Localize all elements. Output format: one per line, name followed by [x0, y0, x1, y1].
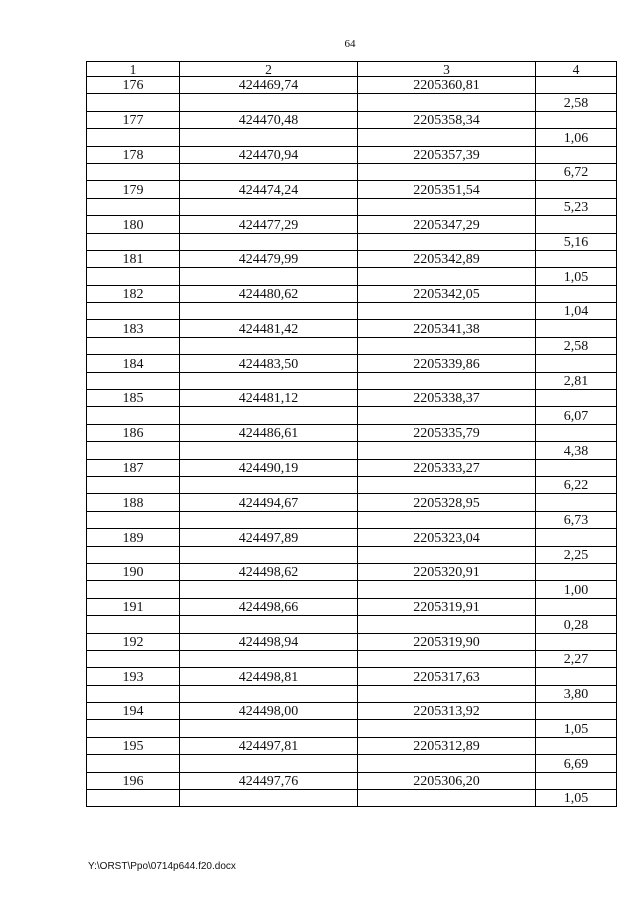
empty-cell	[358, 616, 536, 633]
empty-cell	[358, 268, 536, 285]
x-coordinate-cell: 424480,62	[180, 285, 358, 302]
empty-cell	[358, 790, 536, 807]
empty-cell	[358, 685, 536, 702]
empty-cell	[536, 563, 617, 580]
x-coordinate-cell: 424498,94	[180, 633, 358, 650]
empty-cell	[536, 250, 617, 267]
empty-cell	[358, 546, 536, 563]
empty-cell	[180, 755, 358, 772]
empty-cell	[358, 720, 536, 737]
column-header: 2	[180, 62, 358, 77]
x-coordinate-cell: 424498,66	[180, 598, 358, 615]
empty-cell	[180, 616, 358, 633]
x-coordinate-cell: 424469,74	[180, 77, 358, 94]
table-row-point	[87, 529, 617, 546]
y-coordinate-cell: 2205335,79	[358, 424, 536, 441]
table-row-point	[87, 216, 617, 233]
x-coordinate-cell: 424497,76	[180, 772, 358, 789]
empty-cell	[87, 233, 180, 250]
empty-cell	[180, 685, 358, 702]
y-coordinate-cell: 2205313,92	[358, 703, 536, 720]
point-number-cell: 184	[87, 355, 180, 372]
table-row-point	[87, 355, 617, 372]
y-coordinate-cell: 2205312,89	[358, 737, 536, 754]
table-row-distance	[87, 163, 617, 180]
distance-cell: 1,04	[536, 303, 617, 320]
y-coordinate-cell: 2205319,91	[358, 598, 536, 615]
y-coordinate-cell: 2205333,27	[358, 459, 536, 476]
distance-cell: 1,06	[536, 129, 617, 146]
empty-cell	[536, 111, 617, 128]
table-row-point	[87, 633, 617, 650]
point-number-cell: 185	[87, 390, 180, 407]
point-number-cell: 186	[87, 424, 180, 441]
empty-cell	[180, 163, 358, 180]
empty-cell	[87, 94, 180, 111]
distance-cell: 1,05	[536, 720, 617, 737]
empty-cell	[536, 737, 617, 754]
x-coordinate-cell: 424498,00	[180, 703, 358, 720]
empty-cell	[87, 546, 180, 563]
empty-cell	[87, 476, 180, 493]
empty-cell	[536, 77, 617, 94]
empty-cell	[180, 790, 358, 807]
distance-cell: 2,25	[536, 546, 617, 563]
empty-cell	[536, 529, 617, 546]
x-coordinate-cell: 424498,81	[180, 668, 358, 685]
point-number-cell: 195	[87, 737, 180, 754]
coordinates-table	[86, 61, 617, 807]
point-number-cell: 194	[87, 703, 180, 720]
empty-cell	[87, 163, 180, 180]
empty-cell	[536, 355, 617, 372]
empty-cell	[536, 703, 617, 720]
empty-cell	[87, 442, 180, 459]
empty-cell	[358, 650, 536, 667]
distance-cell: 1,05	[536, 790, 617, 807]
table-row-point	[87, 424, 617, 441]
point-number-cell: 177	[87, 111, 180, 128]
y-coordinate-cell: 2205328,95	[358, 494, 536, 511]
empty-cell	[536, 633, 617, 650]
y-coordinate-cell: 2205341,38	[358, 320, 536, 337]
empty-cell	[358, 233, 536, 250]
empty-cell	[180, 337, 358, 354]
empty-cell	[536, 668, 617, 685]
empty-cell	[358, 303, 536, 320]
empty-cell	[536, 772, 617, 789]
distance-cell: 5,23	[536, 198, 617, 215]
empty-cell	[180, 233, 358, 250]
empty-cell	[536, 216, 617, 233]
table-row-point	[87, 320, 617, 337]
table-row-distance	[87, 511, 617, 528]
x-coordinate-cell: 424470,94	[180, 146, 358, 163]
distance-cell: 1,00	[536, 581, 617, 598]
column-header: 3	[358, 62, 536, 77]
table-header-row	[87, 62, 617, 77]
empty-cell	[358, 129, 536, 146]
empty-cell	[87, 198, 180, 215]
empty-cell	[536, 390, 617, 407]
empty-cell	[536, 598, 617, 615]
distance-cell: 3,80	[536, 685, 617, 702]
table-row-distance	[87, 616, 617, 633]
point-number-cell: 193	[87, 668, 180, 685]
empty-cell	[180, 546, 358, 563]
empty-cell	[536, 181, 617, 198]
empty-cell	[536, 320, 617, 337]
column-header: 4	[536, 62, 617, 77]
table-row-distance	[87, 268, 617, 285]
distance-cell: 1,05	[536, 268, 617, 285]
distance-cell: 2,58	[536, 337, 617, 354]
point-number-cell: 181	[87, 250, 180, 267]
empty-cell	[536, 424, 617, 441]
point-number-cell: 182	[87, 285, 180, 302]
table-row-distance	[87, 198, 617, 215]
y-coordinate-cell: 2205317,63	[358, 668, 536, 685]
empty-cell	[87, 129, 180, 146]
distance-cell: 0,28	[536, 616, 617, 633]
empty-cell	[180, 94, 358, 111]
table-row-distance	[87, 650, 617, 667]
empty-cell	[180, 442, 358, 459]
empty-cell	[180, 581, 358, 598]
distance-cell: 6,22	[536, 476, 617, 493]
point-number-cell: 188	[87, 494, 180, 511]
distance-cell: 5,16	[536, 233, 617, 250]
empty-cell	[180, 650, 358, 667]
y-coordinate-cell: 2205342,89	[358, 250, 536, 267]
empty-cell	[87, 372, 180, 389]
empty-cell	[536, 285, 617, 302]
empty-cell	[536, 459, 617, 476]
empty-cell	[87, 650, 180, 667]
empty-cell	[180, 303, 358, 320]
x-coordinate-cell: 424474,24	[180, 181, 358, 198]
table-row-point	[87, 250, 617, 267]
empty-cell	[358, 755, 536, 772]
table-row-distance	[87, 94, 617, 111]
empty-cell	[87, 685, 180, 702]
y-coordinate-cell: 2205358,34	[358, 111, 536, 128]
empty-cell	[180, 511, 358, 528]
point-number-cell: 190	[87, 563, 180, 580]
table-row-point	[87, 598, 617, 615]
point-number-cell: 189	[87, 529, 180, 546]
point-number-cell: 192	[87, 633, 180, 650]
file-path-footer: Y:\ORST\Ppo\0714p644.f20.docx	[88, 861, 236, 872]
point-number-cell: 187	[87, 459, 180, 476]
y-coordinate-cell: 2205320,91	[358, 563, 536, 580]
x-coordinate-cell: 424494,67	[180, 494, 358, 511]
empty-cell	[87, 790, 180, 807]
empty-cell	[180, 407, 358, 424]
empty-cell	[87, 755, 180, 772]
table-row-distance	[87, 476, 617, 493]
empty-cell	[358, 372, 536, 389]
point-number-cell: 196	[87, 772, 180, 789]
empty-cell	[180, 129, 358, 146]
table-row-distance	[87, 581, 617, 598]
table-row-distance	[87, 685, 617, 702]
point-number-cell: 179	[87, 181, 180, 198]
x-coordinate-cell: 424490,19	[180, 459, 358, 476]
distance-cell: 2,58	[536, 94, 617, 111]
table-row-point	[87, 390, 617, 407]
x-coordinate-cell: 424497,89	[180, 529, 358, 546]
empty-cell	[536, 494, 617, 511]
empty-cell	[87, 268, 180, 285]
table-row-distance	[87, 546, 617, 563]
table-row-point	[87, 668, 617, 685]
table-row-point	[87, 111, 617, 128]
empty-cell	[358, 337, 536, 354]
empty-cell	[180, 476, 358, 493]
x-coordinate-cell: 424483,50	[180, 355, 358, 372]
y-coordinate-cell: 2205323,04	[358, 529, 536, 546]
y-coordinate-cell: 2205338,37	[358, 390, 536, 407]
distance-cell: 6,07	[536, 407, 617, 424]
empty-cell	[87, 720, 180, 737]
y-coordinate-cell: 2205319,90	[358, 633, 536, 650]
empty-cell	[358, 476, 536, 493]
empty-cell	[87, 581, 180, 598]
empty-cell	[358, 581, 536, 598]
table-row-distance	[87, 233, 617, 250]
table-row-point	[87, 181, 617, 198]
empty-cell	[358, 442, 536, 459]
x-coordinate-cell: 424470,48	[180, 111, 358, 128]
table-row-point	[87, 494, 617, 511]
empty-cell	[87, 337, 180, 354]
point-number-cell: 183	[87, 320, 180, 337]
empty-cell	[358, 198, 536, 215]
table-row-distance	[87, 372, 617, 389]
y-coordinate-cell: 2205357,39	[358, 146, 536, 163]
table-row-distance	[87, 790, 617, 807]
y-coordinate-cell: 2205351,54	[358, 181, 536, 198]
table-row-distance	[87, 407, 617, 424]
x-coordinate-cell: 424497,81	[180, 737, 358, 754]
table-row-point	[87, 703, 617, 720]
distance-cell: 6,73	[536, 511, 617, 528]
x-coordinate-cell: 424479,99	[180, 250, 358, 267]
table-row-distance	[87, 720, 617, 737]
x-coordinate-cell: 424477,29	[180, 216, 358, 233]
table-row-point	[87, 737, 617, 754]
x-coordinate-cell: 424498,62	[180, 563, 358, 580]
empty-cell	[87, 511, 180, 528]
table-row-point	[87, 77, 617, 94]
x-coordinate-cell: 424481,12	[180, 390, 358, 407]
empty-cell	[358, 407, 536, 424]
table-row-distance	[87, 129, 617, 146]
empty-cell	[358, 163, 536, 180]
y-coordinate-cell: 2205339,86	[358, 355, 536, 372]
empty-cell	[87, 303, 180, 320]
distance-cell: 6,69	[536, 755, 617, 772]
table-row-point	[87, 563, 617, 580]
table-row-distance	[87, 337, 617, 354]
table-row-point	[87, 772, 617, 789]
distance-cell: 2,81	[536, 372, 617, 389]
column-header: 1	[87, 62, 180, 77]
empty-cell	[536, 146, 617, 163]
empty-cell	[180, 268, 358, 285]
y-coordinate-cell: 2205347,29	[358, 216, 536, 233]
point-number-cell: 178	[87, 146, 180, 163]
x-coordinate-cell: 424481,42	[180, 320, 358, 337]
table-row-distance	[87, 755, 617, 772]
table-row-distance	[87, 442, 617, 459]
page-number: 64	[344, 38, 356, 50]
empty-cell	[358, 511, 536, 528]
y-coordinate-cell: 2205342,05	[358, 285, 536, 302]
distance-cell: 2,27	[536, 650, 617, 667]
table-row-point	[87, 146, 617, 163]
empty-cell	[87, 616, 180, 633]
table-body	[87, 77, 617, 807]
point-number-cell: 180	[87, 216, 180, 233]
point-number-cell: 191	[87, 598, 180, 615]
table-row-distance	[87, 303, 617, 320]
empty-cell	[180, 720, 358, 737]
distance-cell: 4,38	[536, 442, 617, 459]
point-number-cell: 176	[87, 77, 180, 94]
x-coordinate-cell: 424486,61	[180, 424, 358, 441]
table-row-point	[87, 285, 617, 302]
y-coordinate-cell: 2205306,20	[358, 772, 536, 789]
table-row-point	[87, 459, 617, 476]
distance-cell: 6,72	[536, 163, 617, 180]
y-coordinate-cell: 2205360,81	[358, 77, 536, 94]
empty-cell	[180, 198, 358, 215]
empty-cell	[87, 407, 180, 424]
empty-cell	[358, 94, 536, 111]
empty-cell	[180, 372, 358, 389]
